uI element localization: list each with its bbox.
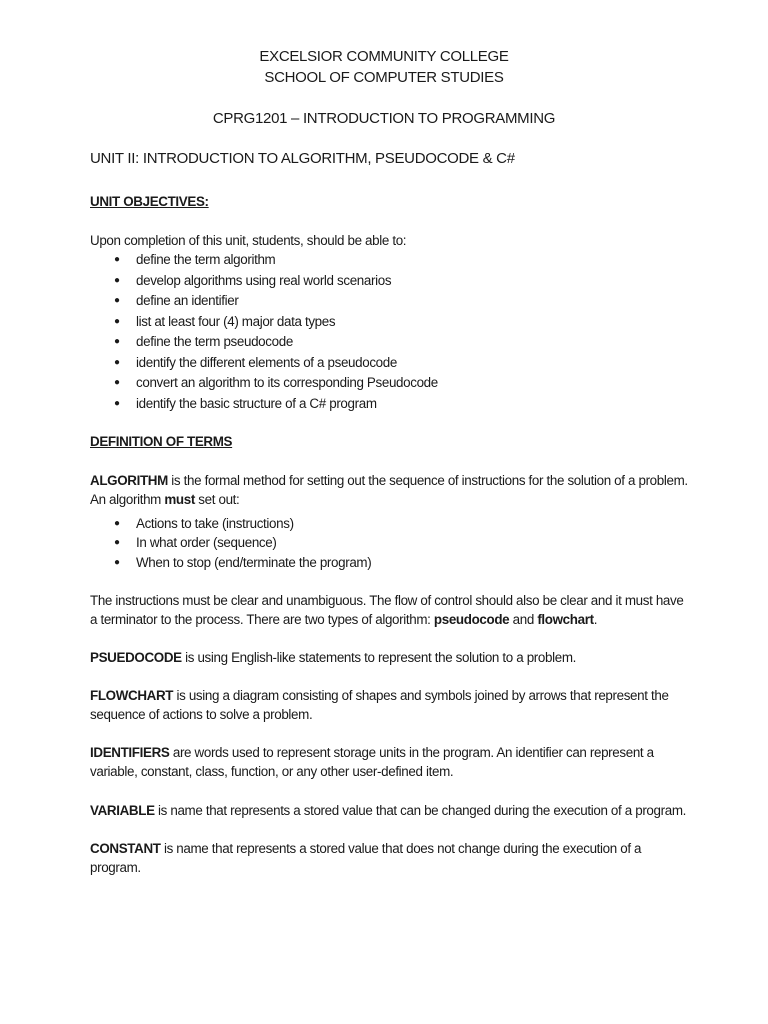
instructions-paragraph-line1: The instructions must be clear and unambiguous. The flow of control should also be clear and it must have <box>90 593 684 608</box>
bullet: ● <box>114 377 121 388</box>
school-name: SCHOOL OF COMPUTER STUDIES <box>264 69 504 86</box>
variable-term: VARIABLE <box>90 803 155 818</box>
bullet: ● <box>114 295 121 306</box>
objectives-heading: UNIT OBJECTIVES: <box>90 194 209 209</box>
flowchart-definition-line2: sequence of actions to solve a problem. <box>90 707 313 722</box>
list-item: define an identifier <box>136 293 239 308</box>
list-item: In what order (sequence) <box>136 535 277 550</box>
bullet: ● <box>114 357 121 368</box>
instructions-paragraph-line2: a terminator to the process. There are two types of algorithm: pseudocode and flowchart. <box>90 612 598 627</box>
identifiers-definition-line2: variable, constant, class, function, or any other user-defined item. <box>90 764 454 779</box>
definitions-heading: DEFINITION OF TERMS <box>90 434 233 449</box>
pseudocode-definition: PSUEDOCODE is using English-like statements to represent the solution to a problem. <box>90 650 576 665</box>
unit-title: UNIT II: INTRODUCTION TO ALGORITHM, PSEUDOCODE & C# <box>90 150 515 167</box>
list-item: list at least four (4) major data types <box>136 314 336 329</box>
college-name: EXCELSIOR COMMUNITY COLLEGE <box>259 48 509 65</box>
bullet: ● <box>114 316 121 327</box>
bullet: ● <box>114 557 121 568</box>
variable-definition: VARIABLE is name that represents a stored value that can be changed during the execution of a program. <box>90 803 687 818</box>
bullet: ● <box>114 275 121 286</box>
algorithm-definition-line1: ALGORITHM is the formal method for setting out the sequence of instructions for the solution of a problem. <box>90 473 688 488</box>
list-item: identify the different elements of a pseudocode <box>136 355 397 370</box>
flowchart-term: FLOWCHART <box>90 688 174 703</box>
list-item: When to stop (end/terminate the program) <box>136 555 372 570</box>
identifiers-definition-line1: IDENTIFIERS are words used to represent storage units in the program. An identifier can represent a <box>90 745 654 760</box>
bullet: ● <box>114 254 121 265</box>
objectives-intro: Upon completion of this unit, students, should be able to: <box>90 233 407 248</box>
list-item: define the term algorithm <box>136 252 276 267</box>
bullet: ● <box>114 336 121 347</box>
list-item: identify the basic structure of a C# program <box>136 396 377 411</box>
identifiers-term: IDENTIFIERS <box>90 745 170 760</box>
constant-term: CONSTANT <box>90 841 161 856</box>
algorithm-term: ALGORITHM <box>90 473 168 488</box>
course-title: CPRG1201 – INTRODUCTION TO PROGRAMMING <box>212 110 556 127</box>
flowchart-definition-line1: FLOWCHART is using a diagram consisting of shapes and symbols joined by arrows that represent the <box>90 688 669 703</box>
list-item: convert an algorithm to its corresponding Pseudocode <box>136 375 438 390</box>
bullet: ● <box>114 537 121 548</box>
algorithm-definition-line2: An algorithm must set out: <box>90 492 240 507</box>
constant-definition-line1: CONSTANT is name that represents a stored value that does not change during the execution of a <box>90 841 642 856</box>
pseudocode-term: PSUEDOCODE <box>90 650 182 665</box>
constant-definition-line2: program. <box>90 860 141 875</box>
list-item: Actions to take (instructions) <box>136 516 294 531</box>
list-item: develop algorithms using real world scenarios <box>136 273 392 288</box>
bullet: ● <box>114 518 121 529</box>
list-item: define the term pseudocode <box>136 334 293 349</box>
bullet: ● <box>114 398 121 409</box>
